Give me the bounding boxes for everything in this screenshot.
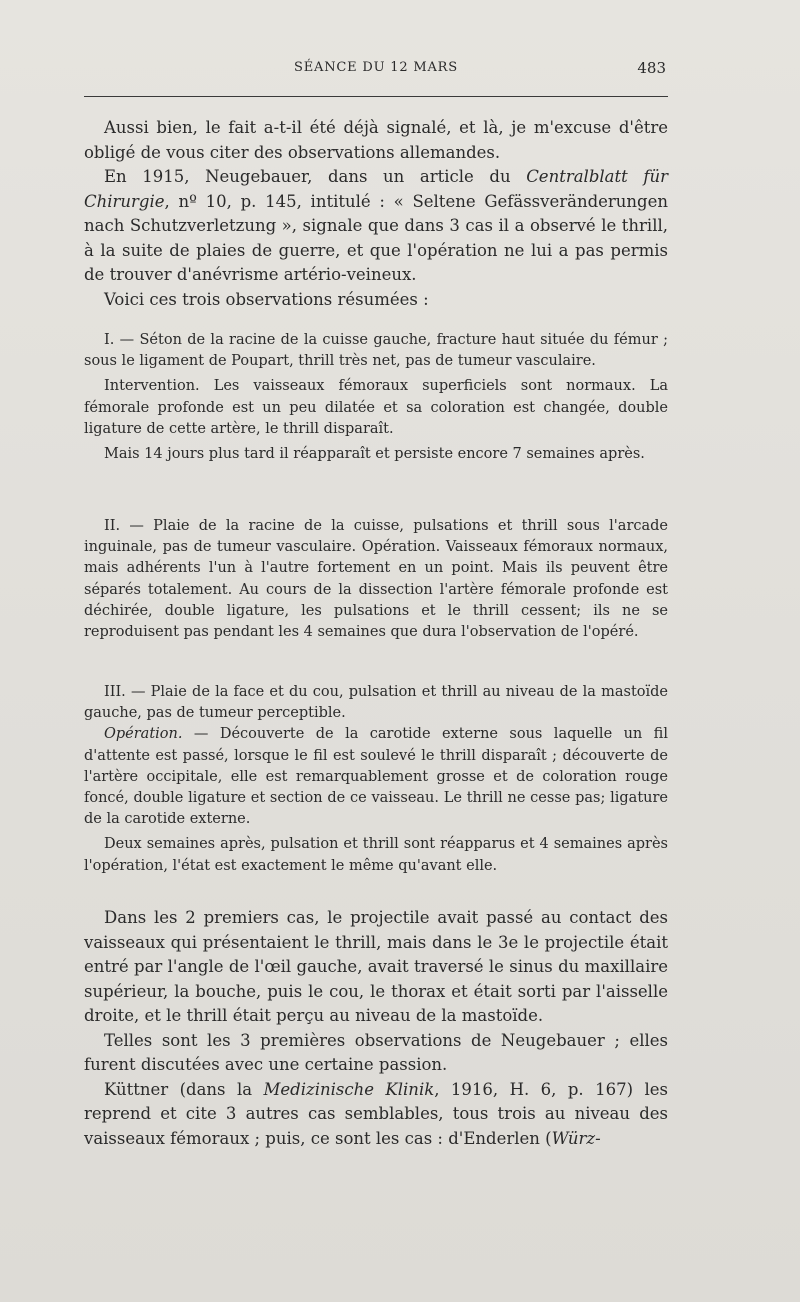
- discussion-section: [84, 906, 668, 1151]
- paragraph: Intervention. Les vaisseaux fémoraux superficiels sont normaux. La fémorale profonde est un peu dilatée et sa coloration est changée, double ligature de cette artère, le thrill disparaît.: [84, 378, 668, 437]
- journal-title: Centralblatt für Chirurgie: [84, 167, 668, 211]
- paragraph: [84, 1078, 668, 1152]
- paragraph: Dans les 2 premiers cas, le projectile avait passé au contact des vaisseaux qui présentaient le thrill, mais dans le 3e le projectile était entré par l'angle de l'œil gauche, avait traversé le sinus du maxillaire supérieur, la bouche, puis le cou, le thorax et était sorti par l'aisselle droite, et le thrill était perçu au niveau de la mastoïde.: [84, 908, 668, 1025]
- paragraph: II. — Plaie de la racine de la cuisse, pulsations et thrill sous l'arcade inguinale, pas de tumeur vasculaire. Opération. Vaisseaux fémoraux normaux, mais adhérents l'un à l'autre fortement en un point. Mais ils peuvent être séparés totalement. Au cours de la dissection l'artère fémorale profonde est déchirée, double ligature, les pulsations et le thrill cessent; ils ne se reproduisent pas pendant les 4 semaines que dura l'observation de l'opéré.: [84, 518, 668, 641]
- text-run: Küttner (dans la: [104, 1079, 264, 1099]
- page-number: 483: [637, 59, 666, 77]
- text-run: , 1916, H. 6, p. 167) les reprend et cite 3 autres cas semblables, tous trois au niveau des vaisseaux fémoraux ; puis, ce sont les cas : d'Enderlen (: [84, 1079, 668, 1148]
- page-header: [84, 60, 668, 86]
- text-run: — Découverte de la carotide externe sous laquelle un fil d'attente est passé, lorsque le fil est soulevé le thrill disparaît ; découverte de l'artère occipitale, elle est remarquablement grosse et de coloration rouge foncé, double ligature et section de ce vaisseau. Le thrill ne cesse pas; ligature de la carotide externe.: [84, 726, 668, 828]
- text-run: Würz-: [551, 1128, 601, 1148]
- text-run: , nº 10, p. 145, intitulé : « Seltene Gefässveränderungen nach Schutzverletzung », signale que dans 3 cas il a observé le thrill, à la suite de plaies de guerre, et que l'opération ne lui a pas permis de trouver d'anévrisme artério-veineux.: [84, 191, 668, 284]
- paragraph: Deux semaines après, pulsation et thrill sont réapparus et 4 semaines après l'opération, l'état est exactement le même qu'avant elle.: [84, 836, 668, 874]
- paragraph: Aussi bien, le fait a-t-il été déjà signalé, et là, je m'excuse d'être obligé de vous citer des observations allemandes.: [84, 118, 668, 162]
- running-head: SÉANCE DU 12 MARS: [294, 60, 458, 75]
- italic-label: Opération.: [104, 726, 183, 743]
- header-rule: [84, 96, 668, 97]
- intro-section: [84, 116, 668, 312]
- paragraph: [84, 724, 668, 830]
- paragraph: I. — Séton de la racine de la cuisse gauche, fracture haut située du fémur ; sous le ligament de Poupart, thrill très net, pas de tumeur vasculaire.: [84, 332, 668, 370]
- text-run: En 1915, Neugebauer, dans un article du: [104, 167, 527, 186]
- paragraph: Telles sont les 3 premières observations de Neugebauer ; elles furent discutées avec une certaine passion.: [84, 1030, 668, 1074]
- paragraph: Voici ces trois observations résumées :: [104, 289, 429, 309]
- paragraph: III. — Plaie de la face et du cou, pulsation et thrill au niveau de la mastoïde gauche, pas de tumeur perceptible.: [84, 684, 668, 722]
- paragraph: [84, 165, 668, 288]
- observation-3: [84, 682, 668, 877]
- observation-1: [84, 330, 668, 465]
- journal-title: Medizinische Klinik: [263, 1079, 435, 1099]
- paragraph: Mais 14 jours plus tard il réapparaît et persiste encore 7 semaines après.: [104, 446, 645, 463]
- observation-2: [84, 516, 668, 643]
